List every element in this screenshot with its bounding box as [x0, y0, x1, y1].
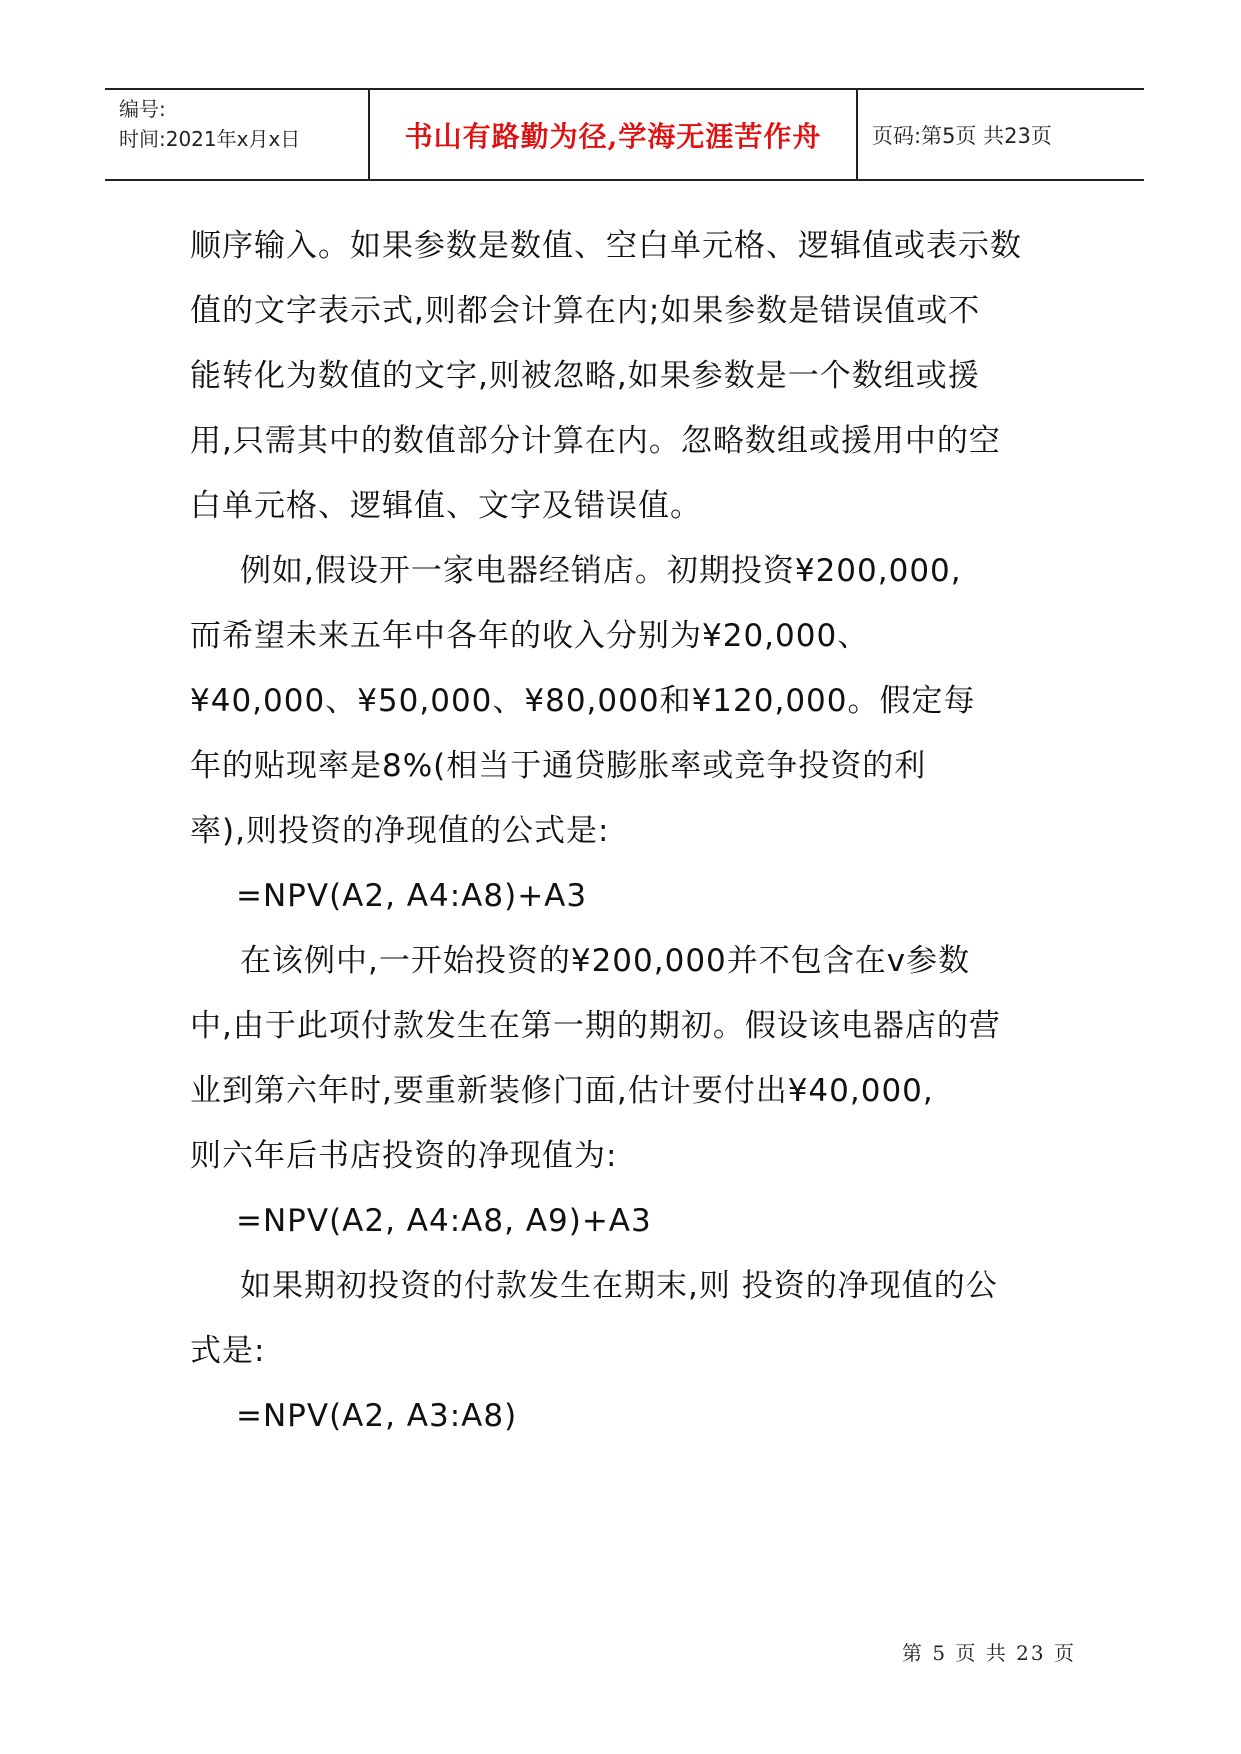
text-line: 例如,假设开一家电器经销店。初期投资¥200,000,: [240, 553, 962, 589]
header-motto-cell: [370, 90, 858, 179]
text-line: 用,只需其中的数值部分计算在内。忽略数组或援用中的空: [190, 423, 1001, 459]
text-line: 率),则投资的净现值的公式是:: [190, 813, 610, 849]
text-line: 在该例中,一开始投资的¥200,000并不包含在v参数: [240, 943, 971, 979]
paragraph-3: [190, 929, 1060, 1189]
formula-npv-2: =NPV(A2, A4:A8, A9)+A3: [236, 1203, 652, 1239]
document-body: [190, 214, 1060, 1449]
text-line: 值的文字表示式,则都会计算在内;如果参数是错误值或不: [190, 293, 981, 329]
header-page-cell: [858, 90, 1144, 179]
text-line: 业到第六年时,要重新装修门面,估计要付出¥40,000,: [190, 1073, 934, 1109]
formula-npv-1: =NPV(A2, A4:A8)+A3: [236, 878, 588, 914]
header-motto: 书山有路勤为径,学海无涯苦作舟: [404, 119, 822, 153]
paragraph-4: [190, 1254, 1060, 1384]
page-header: [105, 88, 1144, 181]
text-line: 能转化为数值的文字,则被忽略,如果参数是一个数组或援: [190, 358, 980, 394]
footer-page-number: 第 5 页 共 23 页: [902, 1641, 1076, 1665]
text-line: 则六年后书店投资的净现值为:: [190, 1138, 618, 1174]
text-line: 白单元格、逻辑值、文字及错误值。: [190, 488, 702, 524]
document-number-label: 编号:: [119, 97, 166, 121]
text-line: 中,由于此项付款发生在第一期的期初。假设该电器店的营: [190, 1008, 1001, 1044]
header-page-number: 页码:第5页 共23页: [872, 123, 1052, 148]
document-time-label: 时间:2021年x月x日: [119, 127, 301, 151]
paragraph-2: [190, 539, 1060, 864]
text-line: 年的贴现率是8%(相当于通贷膨胀率或竞争投资的利: [190, 748, 927, 784]
formula-npv-3: =NPV(A2, A3:A8): [236, 1398, 518, 1434]
header-meta: [105, 90, 370, 179]
text-line: 式是:: [190, 1333, 266, 1369]
paragraph-1: [190, 214, 1060, 539]
text-line: ¥40,000、¥50,000、¥80,000和¥120,000。假定每: [190, 683, 976, 719]
text-line: 顺序输入。如果参数是数值、空白单元格、逻辑值或表示数: [190, 228, 1022, 264]
text-line: 而希望未来五年中各年的收入分别为¥20,000、: [190, 618, 870, 654]
page-footer: [902, 1637, 1076, 1666]
text-line: 如果期初投资的付款发生在期末,则 投资的净现值的公: [240, 1268, 998, 1304]
